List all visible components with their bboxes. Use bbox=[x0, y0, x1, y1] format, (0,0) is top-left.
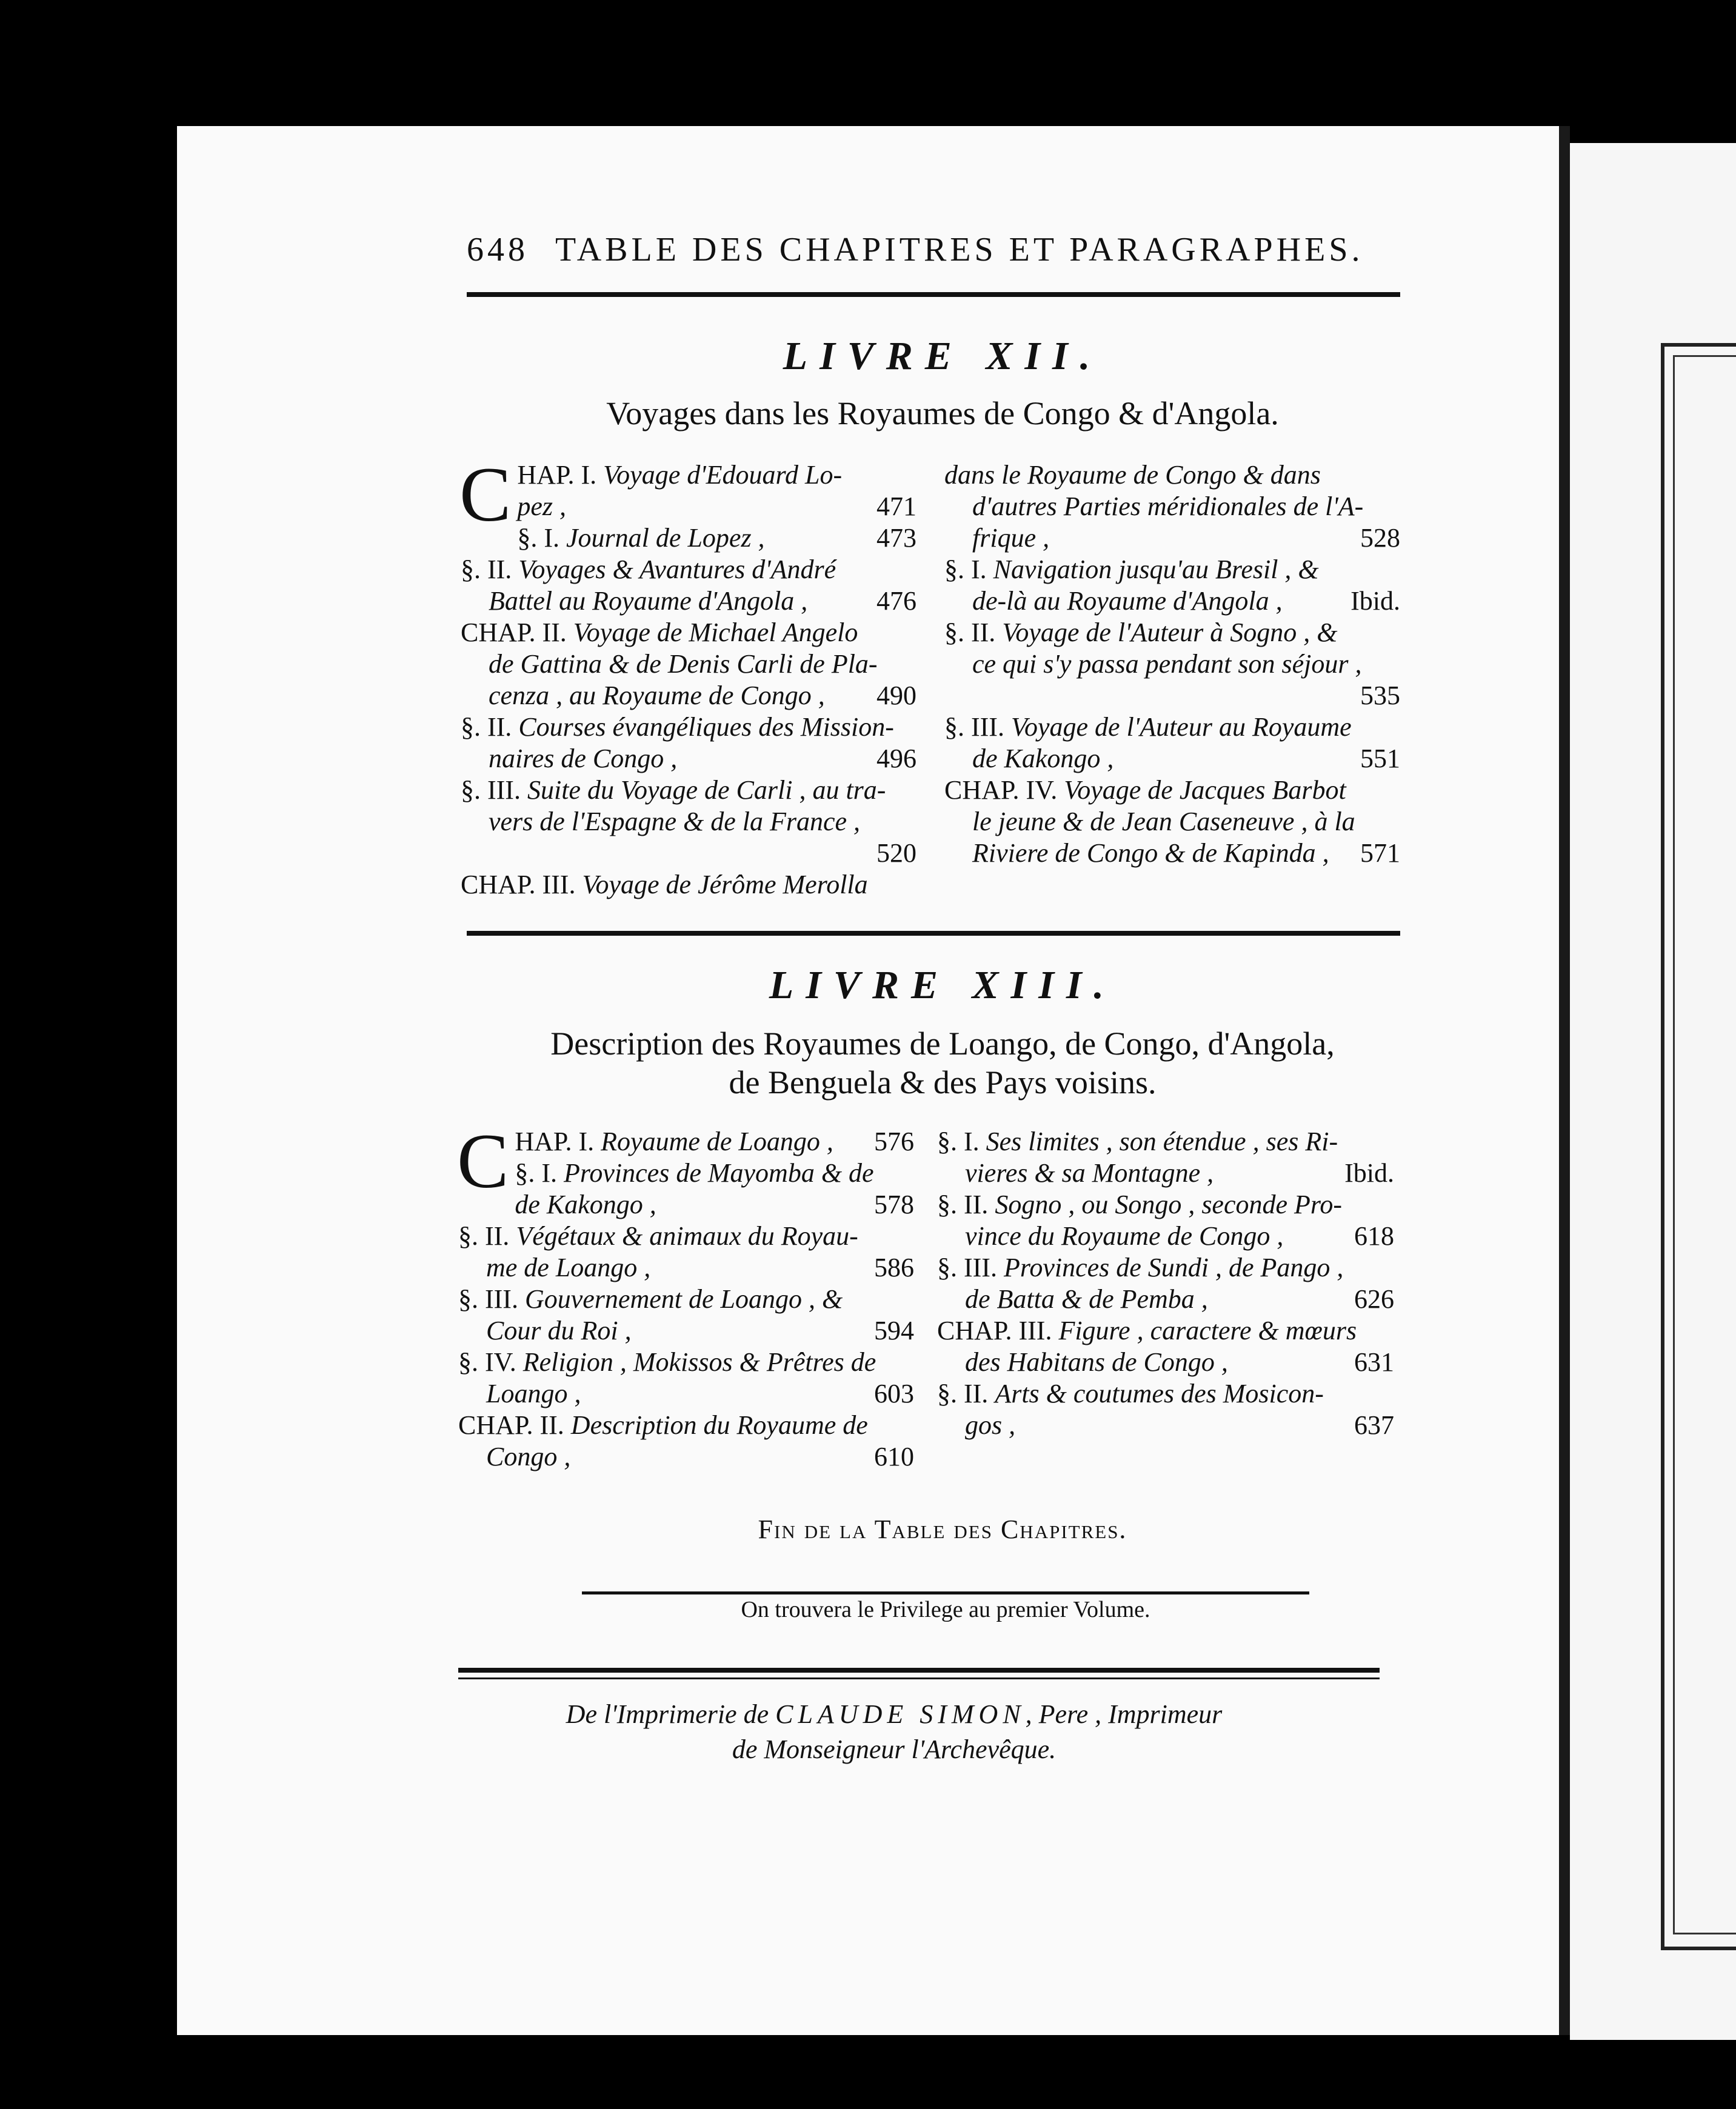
toc-entry-text bbox=[972, 681, 979, 710]
toc-page-number: 476 bbox=[876, 586, 916, 616]
toc-page-number: 576 bbox=[874, 1127, 914, 1156]
toc-entry-text: de-là au Royaume d'Angola , bbox=[972, 586, 1283, 616]
toc-entry bbox=[937, 1252, 1394, 1315]
toc-page-number: Ibid. bbox=[1344, 1158, 1394, 1188]
toc-entry-text: Courses évangéliques des Mission- bbox=[518, 712, 894, 742]
toc-entry-line bbox=[461, 522, 916, 554]
toc-entry-line bbox=[461, 838, 916, 869]
livre-13-subtitle bbox=[436, 1024, 1449, 1102]
toc-entry-line bbox=[458, 1410, 914, 1441]
page-number: 648 bbox=[467, 231, 529, 268]
toc-entry-line bbox=[937, 1158, 1394, 1189]
toc-entry-text: Sogno , ou Songo , seconde Pro- bbox=[995, 1190, 1343, 1219]
imprint-line2: de Monseigneur l'Archevêque. bbox=[732, 1734, 1057, 1764]
privilege-note: On trouvera le Privilege au premier Volume. bbox=[741, 1597, 1150, 1622]
section-rule bbox=[467, 931, 1400, 936]
toc-entry bbox=[944, 554, 1400, 617]
toc-page-number: 610 bbox=[874, 1442, 914, 1471]
toc-entry-line bbox=[458, 1347, 914, 1378]
toc-page-number: 551 bbox=[1360, 744, 1400, 773]
toc-entry-label: §. II. bbox=[458, 1221, 516, 1251]
toc-entry-label: CHAP. II. bbox=[458, 1410, 571, 1440]
privilege-rule bbox=[582, 1591, 1309, 1594]
toc-page-number: 528 bbox=[1360, 523, 1400, 553]
livre-13-subtitle-line2: de Benguela & des Pays voisins. bbox=[729, 1064, 1157, 1101]
livre-13-subtitle-line1: Description des Royaumes de Loango, de Congo, d'Angola, bbox=[550, 1025, 1335, 1062]
toc-entry-text: Suite du Voyage de Carli , au tra- bbox=[527, 775, 886, 805]
toc-entry bbox=[458, 1158, 914, 1221]
toc-entry-text: Loango , bbox=[486, 1379, 581, 1408]
toc-entry-label: §. IV. bbox=[458, 1347, 523, 1377]
toc-entry bbox=[944, 617, 1400, 711]
toc-entry bbox=[461, 775, 916, 869]
toc-entry-text: gos , bbox=[965, 1410, 1016, 1440]
toc-entry-text: Gouvernement de Loango , & bbox=[524, 1284, 843, 1314]
toc-entry-line bbox=[461, 775, 916, 806]
imprint bbox=[449, 1697, 1340, 1767]
toc-entry-label: §. III. bbox=[944, 712, 1011, 742]
toc-entry-line bbox=[944, 838, 1400, 869]
toc-entry-line bbox=[458, 1315, 914, 1347]
toc-entry-line bbox=[944, 617, 1400, 648]
toc-entry-label: HAP. I. bbox=[517, 460, 604, 490]
drop-cap: C bbox=[457, 1118, 509, 1204]
toc-entry-line bbox=[937, 1252, 1394, 1284]
toc-entry-label: §. III. bbox=[461, 775, 527, 805]
toc-entry-line bbox=[461, 617, 916, 648]
toc-entry-line bbox=[944, 711, 1400, 743]
toc-entry bbox=[461, 522, 916, 554]
end-of-table: Fin de la Table des Chapitres. bbox=[758, 1514, 1127, 1544]
toc-entry-text: Figure , caractere & mœurs bbox=[1058, 1316, 1357, 1345]
toc-entry bbox=[937, 1315, 1394, 1378]
toc-entry-line bbox=[458, 1284, 914, 1315]
toc-entry-line bbox=[944, 585, 1400, 617]
toc-entry-text: de Kakongo , bbox=[972, 744, 1114, 773]
toc-entry-text: Cour du Roi , bbox=[486, 1316, 632, 1345]
toc-entry-text: vince du Royaume de Congo , bbox=[965, 1221, 1284, 1251]
toc-entry-text: de Kakongo , bbox=[515, 1190, 656, 1219]
livre-12-left-column bbox=[459, 451, 916, 901]
header-rule bbox=[467, 292, 1400, 297]
toc-entry-line bbox=[937, 1221, 1394, 1252]
toc-entry-line bbox=[944, 554, 1400, 585]
toc-entry-text: Végétaux & animaux du Royau- bbox=[516, 1221, 858, 1251]
toc-entry-text: pez , bbox=[517, 491, 567, 521]
toc-page-number: 535 bbox=[1360, 681, 1400, 710]
toc-entry-label: CHAP. IV. bbox=[944, 775, 1064, 805]
toc-entry-line bbox=[944, 491, 1400, 522]
toc-entry-line bbox=[461, 869, 916, 901]
toc-entry-label: §. II. bbox=[937, 1379, 995, 1408]
toc-entry-line bbox=[937, 1347, 1394, 1378]
imprint-prefix: De l'Imprimerie de bbox=[566, 1699, 769, 1729]
livre-12-right-column bbox=[944, 459, 1400, 869]
toc-entry-line bbox=[461, 554, 916, 585]
toc-entry-line bbox=[461, 648, 916, 680]
toc-entry-label: §. II. bbox=[937, 1190, 995, 1219]
toc-entry-line bbox=[458, 1158, 914, 1189]
toc-entry-text: Voyage de l'Auteur à Sogno , & bbox=[1002, 618, 1338, 647]
livre-13-left-column bbox=[457, 1118, 914, 1473]
imprint-rule-top bbox=[458, 1668, 1380, 1673]
toc-entry-label: §. I. bbox=[515, 1158, 564, 1188]
toc-page-number: 637 bbox=[1354, 1410, 1394, 1440]
toc-entry-label: §. I. bbox=[517, 523, 567, 553]
toc-entry-label: CHAP. II. bbox=[461, 618, 573, 647]
toc-entry-text: de Gattina & de Denis Carli de Pla- bbox=[489, 649, 878, 679]
toc-entry bbox=[461, 617, 916, 711]
toc-entry bbox=[937, 1189, 1394, 1252]
toc-page-number: 473 bbox=[876, 523, 916, 553]
toc-entry-text: Arts & coutumes des Mosicon- bbox=[995, 1379, 1324, 1408]
toc-entry-line bbox=[937, 1378, 1394, 1410]
toc-entry bbox=[461, 869, 916, 901]
toc-entry-line bbox=[944, 806, 1400, 838]
toc-entry bbox=[458, 1284, 914, 1347]
toc-entry-line bbox=[944, 648, 1400, 680]
toc-entry bbox=[937, 1126, 1394, 1189]
toc-entry bbox=[458, 1347, 914, 1410]
toc-page-number: 586 bbox=[874, 1253, 914, 1282]
toc-page-number: 603 bbox=[874, 1379, 914, 1408]
toc-page-number: 471 bbox=[876, 491, 916, 521]
toc-entry-text: frique , bbox=[972, 523, 1050, 553]
toc-entry-text: Riviere de Congo & de Kapinda , bbox=[972, 838, 1329, 868]
toc-entry-label: §. III. bbox=[458, 1284, 525, 1314]
toc-entry-text: Voyage de Jacques Barbot bbox=[1064, 775, 1346, 805]
toc-entry-text: Ses limites , son étendue , ses Ri- bbox=[986, 1127, 1338, 1156]
toc-entry-label: §. III. bbox=[937, 1253, 1004, 1282]
toc-entry-line bbox=[944, 743, 1400, 775]
toc-entry-line bbox=[937, 1189, 1394, 1221]
toc-entry-text: vieres & sa Montagne , bbox=[965, 1158, 1214, 1188]
toc-entry-text: Provinces de Mayomba & de bbox=[564, 1158, 874, 1188]
toc-entry-text: Journal de Lopez , bbox=[566, 523, 765, 553]
toc-entry-line bbox=[461, 711, 916, 743]
drop-cap: C bbox=[459, 451, 512, 538]
toc-entry-text: Voyages & Avantures d'André bbox=[518, 555, 836, 584]
toc-page-number: 626 bbox=[1354, 1284, 1394, 1314]
toc-entry bbox=[944, 775, 1400, 869]
toc-page-number: 618 bbox=[1354, 1221, 1394, 1251]
toc-entry-label: §. II. bbox=[944, 618, 1003, 647]
toc-entry-line bbox=[937, 1410, 1394, 1441]
toc-entry-text: de Batta & de Pemba , bbox=[965, 1284, 1208, 1314]
toc-entry-text: cenza , au Royaume de Congo , bbox=[489, 681, 825, 710]
toc-entry-line bbox=[458, 1378, 914, 1410]
toc-page-number: 571 bbox=[1360, 838, 1400, 868]
toc-entry-text: Voyage de Jérôme Merolla bbox=[582, 870, 868, 899]
toc-entry-text: Congo , bbox=[486, 1442, 571, 1471]
imprint-suffix: , Pere , Imprimeur bbox=[1025, 1699, 1223, 1729]
toc-entry-line bbox=[458, 1441, 914, 1473]
toc-entry-line bbox=[461, 680, 916, 711]
toc-entry-line bbox=[458, 1252, 914, 1284]
toc-entry-line bbox=[458, 1126, 914, 1158]
toc-page-number: 578 bbox=[874, 1190, 914, 1219]
toc-entry-label: §. II. bbox=[461, 712, 519, 742]
toc-page-number: 496 bbox=[876, 744, 916, 773]
toc-entry-line bbox=[461, 585, 916, 617]
page-gutter bbox=[1559, 126, 1570, 2035]
toc-page-number: 490 bbox=[876, 681, 916, 710]
toc-entry-line bbox=[937, 1284, 1394, 1315]
toc-entry bbox=[461, 554, 916, 617]
toc-entry-label: §. I. bbox=[944, 555, 993, 584]
toc-entry bbox=[944, 459, 1400, 554]
toc-entry-text: des Habitans de Congo , bbox=[965, 1347, 1228, 1377]
toc-entry-text: naires de Congo , bbox=[489, 744, 678, 773]
toc-entry-text: Royaume de Loango , bbox=[601, 1127, 833, 1156]
toc-entry-text: d'autres Parties méridionales de l'A- bbox=[972, 491, 1364, 521]
toc-page-number: 594 bbox=[874, 1316, 914, 1345]
toc-entry-text: Provinces de Sundi , de Pango , bbox=[1003, 1253, 1344, 1282]
toc-entry-text: Description du Royaume de bbox=[570, 1410, 868, 1440]
toc-entry bbox=[944, 711, 1400, 775]
toc-entry-label: §. I. bbox=[937, 1127, 986, 1156]
toc-entry-line bbox=[458, 1189, 914, 1221]
running-header bbox=[467, 230, 1364, 269]
toc-entry bbox=[458, 1221, 914, 1284]
toc-entry-text: Battel au Royaume d'Angola , bbox=[489, 586, 808, 616]
toc-entry-label: §. II. bbox=[461, 555, 519, 584]
livre-12-subtitle: Voyages dans les Royaumes de Congo & d'Angola. bbox=[606, 395, 1279, 431]
toc-entry-line bbox=[461, 491, 916, 522]
toc-entry-text: dans le Royaume de Congo & dans bbox=[944, 460, 1321, 490]
header-title: TABLE DES CHAPITRES ET PARAGRAPHES. bbox=[555, 231, 1364, 268]
toc-entry-line bbox=[458, 1221, 914, 1252]
toc-entry-text: Religion , Mokissos & Prêtres de bbox=[522, 1347, 876, 1377]
imprint-rule-bottom bbox=[458, 1678, 1380, 1679]
toc-entry-line bbox=[944, 459, 1400, 491]
toc-entry-line bbox=[944, 522, 1400, 554]
toc-entry-text: Voyage d'Edouard Lo- bbox=[603, 460, 843, 490]
toc-entry-text: vers de l'Espagne & de la France , bbox=[489, 807, 861, 836]
toc-entry-line bbox=[937, 1315, 1394, 1347]
toc-entry bbox=[461, 711, 916, 775]
toc-entry-line bbox=[944, 680, 1400, 711]
toc-page-number: Ibid. bbox=[1350, 586, 1400, 616]
toc-entry-text: Voyage de l'Auteur au Royaume bbox=[1010, 712, 1352, 742]
toc-page-number: 631 bbox=[1354, 1347, 1394, 1377]
facing-page-inner-frame bbox=[1673, 355, 1736, 1934]
toc-entry-line bbox=[944, 775, 1400, 806]
toc-entry-label: CHAP. III. bbox=[461, 870, 583, 899]
toc-entry-label: HAP. I. bbox=[515, 1127, 601, 1156]
toc-entry bbox=[458, 1410, 914, 1473]
facing-page bbox=[1570, 143, 1736, 2040]
toc-entry-line bbox=[461, 806, 916, 838]
toc-entry-text: ce qui s'y passa pendant son séjour , bbox=[972, 649, 1362, 679]
toc-page-number: 520 bbox=[876, 838, 916, 868]
livre-13-title: LIVRE XIII. bbox=[769, 963, 1117, 1007]
toc-entry-label: CHAP. III. bbox=[937, 1316, 1059, 1345]
toc-entry-text: me de Loango , bbox=[486, 1253, 651, 1282]
toc-entry-text: Navigation jusqu'au Bresil , & bbox=[993, 555, 1319, 584]
toc-entry-text: le jeune & de Jean Caseneuve , à la bbox=[972, 807, 1355, 836]
toc-entry-line bbox=[937, 1126, 1394, 1158]
toc-entry bbox=[937, 1378, 1394, 1441]
toc-entry-text bbox=[489, 838, 495, 868]
livre-12-title: LIVRE XII. bbox=[783, 334, 1103, 378]
toc-entry-line bbox=[461, 743, 916, 775]
livre-13-right-column bbox=[937, 1126, 1394, 1441]
toc-entry-line bbox=[461, 459, 916, 491]
toc-entry-text: Voyage de Michael Angelo bbox=[573, 618, 858, 647]
printer-name: CLAUDE SIMON bbox=[775, 1699, 1026, 1729]
